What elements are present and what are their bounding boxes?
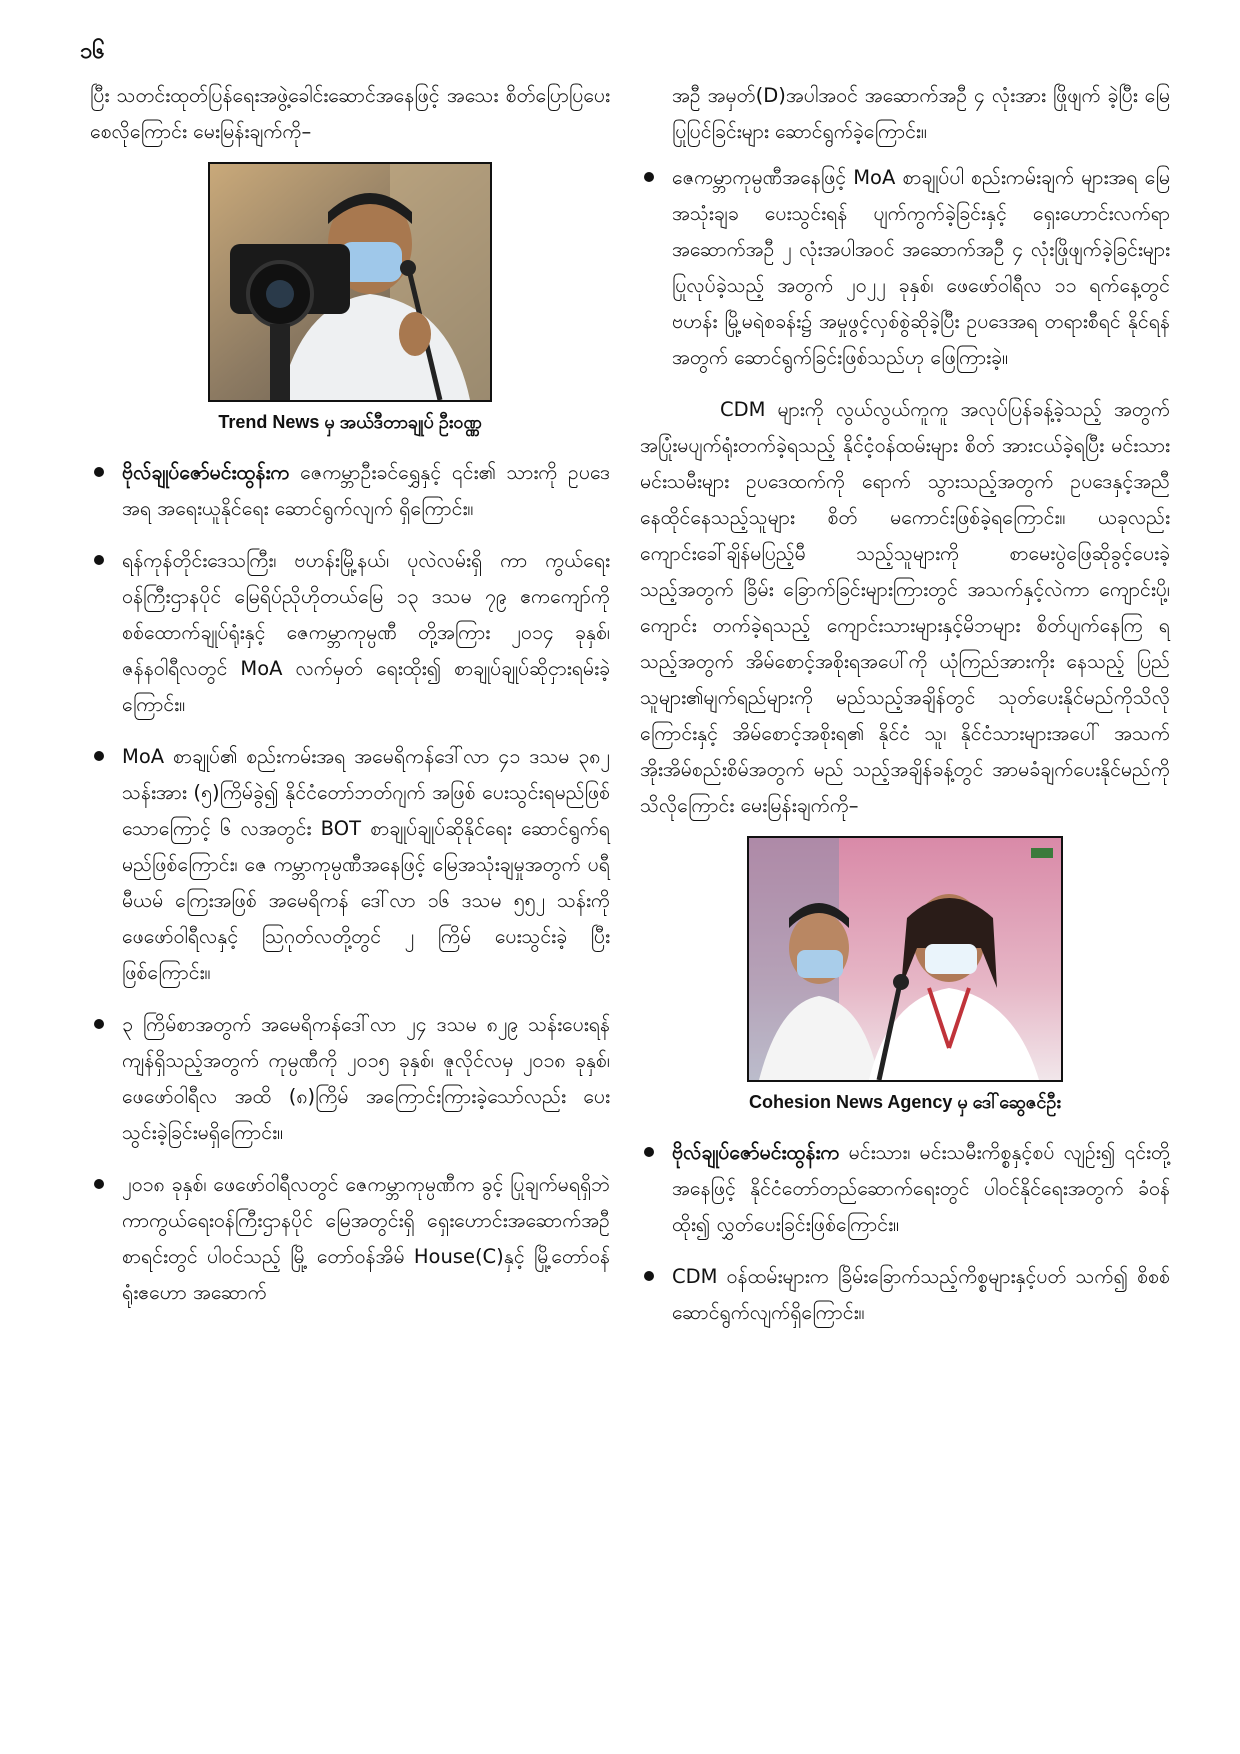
list-item bbox=[640, 1259, 1170, 1331]
left-bullet-list bbox=[90, 455, 610, 1311]
figure1-caption: Trend News မှ အယ်ဒီတာချုပ် ဦးဝဏ္ဏ bbox=[218, 412, 482, 432]
right-column bbox=[640, 78, 1170, 1347]
list-item-text: ဇေကမ္ဘာကုမ္ပဏီအနေဖြင့် MoA စာချုပ်ပါ စည်းကမ်းချက် များအရ မြေအသုံးချခ ပေးသွင်းရန် ပျက်ကွက်ခဲ့ခြင်းနှင့် ရှေးဟောင်းလက်ရာအဆောက်အဦ ၂ လုံးအပါအဝင် အဆောက်အဦ ၄ လုံးဖြိုဖျက်ခဲ့ခြင်းများပြုလုပ်ခဲ့သည့် အတွက် ၂၀၂၂ ခုနှစ်၊ ဖေဖော်ဝါရီလ ၁၁ ရက်နေ့တွင် ဗဟန်း မြို့မရဲစခန်း၌ အမှုဖွင့်လှစ်စွဲဆိုခဲ့ပြီး ဥပဒေအရ တရားစီရင် နိုင်ရန်အတွက် ဆောင်ရွက်ခြင်းဖြစ်သည်ဟု ဖြေကြားခဲ့။ bbox=[672, 166, 1170, 369]
bullet-icon bbox=[644, 172, 654, 182]
bullet-icon bbox=[94, 555, 104, 565]
list-item bbox=[90, 739, 610, 991]
list-item bbox=[90, 543, 610, 723]
figure-trend-news bbox=[90, 162, 610, 437]
list-item bbox=[640, 1135, 1170, 1243]
speaker-name: ဗိုလ်ချုပ်ဇော်မင်းထွန်းက bbox=[672, 1141, 840, 1164]
list-item-text: ရန်ကုန်တိုင်းဒေသကြီး၊ ဗဟန်းမြို့နယ်၊ ပုလဲလမ်းရှိ ကာ ကွယ်ရေးဝန်ကြီးဌာနပိုင် မြေရိပ်ညိုဟိုတယ်မြေ ၁၃ ဒသမ ၇၉ ဧကကျော်ကို စစ်ထောက်ချုပ်ရုံးနှင့် ဇေကမ္ဘာကုမ္ပဏီ တို့အကြား ၂၀၁၄ ခုနှစ်၊ ဇန်နဝါရီလတွင် MoA လက်မှတ် ရေးထိုး၍ စာချုပ်ချုပ်ဆိုငှားရမ်းခဲ့ကြောင်း။ bbox=[122, 549, 610, 716]
bullet-icon bbox=[94, 751, 104, 761]
photo-illustration bbox=[210, 164, 490, 400]
bullet-icon bbox=[94, 1179, 104, 1189]
page-number: ၁၆ bbox=[80, 39, 105, 64]
right-bullet-list-bottom bbox=[640, 1135, 1170, 1331]
list-item-text: မင်းသား၊ မင်းသမီးကိစ္စနှင့်စပ် လျဉ်း၍ ၎င်းတို့အနေဖြင့် နိုင်ငံတော်တည်ဆောက်ရေးတွင် ပါဝင်နိုင်ရေးအတွက် ခံဝန်ထိုး၍ လွှတ်ပေးခြင်းဖြစ်ကြောင်း။ bbox=[672, 1141, 1170, 1236]
cdm-question-paragraph: CDM များကို လွယ်လွယ်ကူကူ အလုပ်ပြန်ခန့်ခဲ့သည့် အတွက် အပြုံးမပျက်ရုံးတက်ခဲ့ရသည့် နိုင်ငံ့ဝန်ထမ်းများ စိတ် အားငယ်ခဲ့ရပြီး မင်းသားမင်းသမီးများ ဥပဒေထက်ကို ရောက် သွားသည့်အတွက် ဥပဒေနှင့်အညီနေထိုင်နေသည့်သူများ စိတ် မကောင်းဖြစ်ခဲ့ရကြောင်း။ ယခုလည်း ကျောင်းခေါ်ချိန်မပြည့်မီ သည့်သူများကို စာမေးပွဲဖြေဆိုခွင့်ပေးခဲ့သည့်အတွက် ခြိမ်း ခြောက်ခြင်းများကြားတွင် အသက်နှင့်လဲကာ ကျောင်းပို့၊ ကျောင်း တက်ခဲ့ရသည့် ကျောင်းသားများနှင့်မိဘများ စိတ်ပျက်နေကြ ရသည့်အတွက် အိမ်စောင့်အစိုးရအပေါ်ကို ယုံကြည်အားကိုး နေသည့် ပြည်သူများ၏မျက်ရည်များကို မည်သည့်အချိန်တွင် သုတ်ပေးနိုင်မည်ကိုသိလိုကြောင်းနှင့် အိမ်စောင့်အစိုးရ၏ နိုင်ငံ သူ၊ နိုင်ငံသားများအပေါ် အသက်အိုးအိမ်စည်းစိမ်အတွက် မည် သည့်အချိန်ခန့်တွင် အာမခံချက်ပေးနိုင်မည်ကို သိလိုကြောင်း မေးမြန်းချက်ကို– bbox=[640, 398, 1170, 817]
photo-reporter-speaking bbox=[747, 836, 1063, 1082]
list-item bbox=[90, 1167, 610, 1311]
list-item bbox=[90, 1007, 610, 1151]
list-item-text: CDM ဝန်ထမ်းများက ခြိမ်းခြောက်သည့်ကိစ္စများနှင့်ပတ် သက်၍ စိစစ်ဆောင်ရွက်လျက်ရှိကြောင်း။ bbox=[672, 1265, 1170, 1324]
right-bullet-list-top bbox=[640, 160, 1170, 376]
photo-editor-speaking bbox=[208, 162, 492, 402]
figure-cohesion-news bbox=[640, 836, 1170, 1117]
intro-paragraph: ပြီး သတင်းထုတ်ပြန်ရေးအဖွဲ့ခေါင်းဆောင်အနေဖြင့် အသေး စိတ်ပြောပြပေးစေလိုကြောင်း မေးမြန်းချက်ကို– bbox=[90, 84, 610, 143]
list-item-text: ၂၀၁၈ ခုနှစ်၊ ဖေဖော်ဝါရီလတွင် ဇေကမ္ဘာကုမ္ပဏီက ခွင့် ပြုချက်မရရှိဘဲ ကာကွယ်ရေးဝန်ကြီးဌာနပိုင် မြေအတွင်းရှိ ရှေးဟောင်းအဆောက်အဦစာရင်းတွင် ပါဝင်သည့် မြို့ တော်ဝန်အိမ် House(C)နှင့် မြို့တော်ဝန်ရုံးဧဟော အဆောက် bbox=[122, 1173, 610, 1304]
photo-illustration bbox=[749, 838, 1061, 1080]
figure2-caption: Cohesion News Agency မှ ဒေါ်ဆွေဇင်ဦး bbox=[749, 1092, 1061, 1112]
list-item-text: MoA စာချုပ်၏ စည်းကမ်းအရ အမေရိကန်ဒေါ်လာ ၄၁ ဒသမ ၃၈၂ သန်းအား (၅)ကြိမ်ခွဲ၍ နိုင်ငံတော်ဘတ်ဂျက် အဖြစ် ပေးသွင်းရမည်ဖြစ်သောကြောင့် ၆ လအတွင်း BOT စာချုပ်ချုပ်ဆိုနိုင်ရေး ဆောင်ရွက်ရမည်ဖြစ်ကြောင်း၊ ဇေ ကမ္ဘာကုမ္ပဏီအနေဖြင့် မြေအသုံးချမှုအတွက် ပရီမီယမ် ကြေးအဖြစ် အမေရိကန် ဒေါ်လာ ၁၆ ဒသမ ၅၅၂ သန်းကို ဖေဖော်ဝါရီလနှင့် ဩဂုတ်လတို့တွင် ၂ ကြိမ် ပေးသွင်းခဲ့ ပြီးဖြစ်ကြောင်း။ bbox=[122, 745, 610, 984]
bullet-icon bbox=[644, 1147, 654, 1157]
left-column bbox=[90, 78, 610, 1327]
bullet-icon bbox=[94, 1019, 104, 1029]
list-item bbox=[640, 160, 1170, 376]
speaker-name: ဗိုလ်ချုပ်ဇော်မင်းထွန်းက bbox=[122, 461, 290, 484]
list-item-text: ဇေကမ္ဘာဦးခင်ရွှေနှင့် ၎င်း၏ သားကို ဥပဒေအရ အရေးယူနိုင်ရေး ဆောင်ရွက်လျက် ရှိကြောင်း။ bbox=[122, 461, 610, 520]
list-item bbox=[90, 455, 610, 527]
continuation-paragraph: အဦ အမှတ်(D)အပါအဝင် အဆောက်အဦ ၄ လုံးအား ဖြိုဖျက် ခဲ့ပြီး မြေပြုပြင်ခြင်းများ ဆောင်ရွက်ခဲ့ကြောင်း။ bbox=[672, 84, 1170, 143]
bullet-icon bbox=[94, 467, 104, 477]
list-item-text: ၃ ကြိမ်စာအတွက် အမေရိကန်ဒေါ်လာ ၂၄ ဒသမ ၈၂၉ သန်းပေးရန် ကျန်ရှိသည့်အတွက် ကုမ္ပဏီကို ၂၀၁၅ ခုနှစ်၊ ဇူလိုင်လမှ ၂၀၁၈ ခုနှစ်၊ ဖေဖော်ဝါရီလ အထိ (၈)ကြိမ် အကြောင်းကြားခဲ့သော်လည်း ပေးသွင်းခဲ့ခြင်းမရှိကြောင်း။ bbox=[122, 1013, 610, 1144]
bullet-icon bbox=[644, 1271, 654, 1281]
